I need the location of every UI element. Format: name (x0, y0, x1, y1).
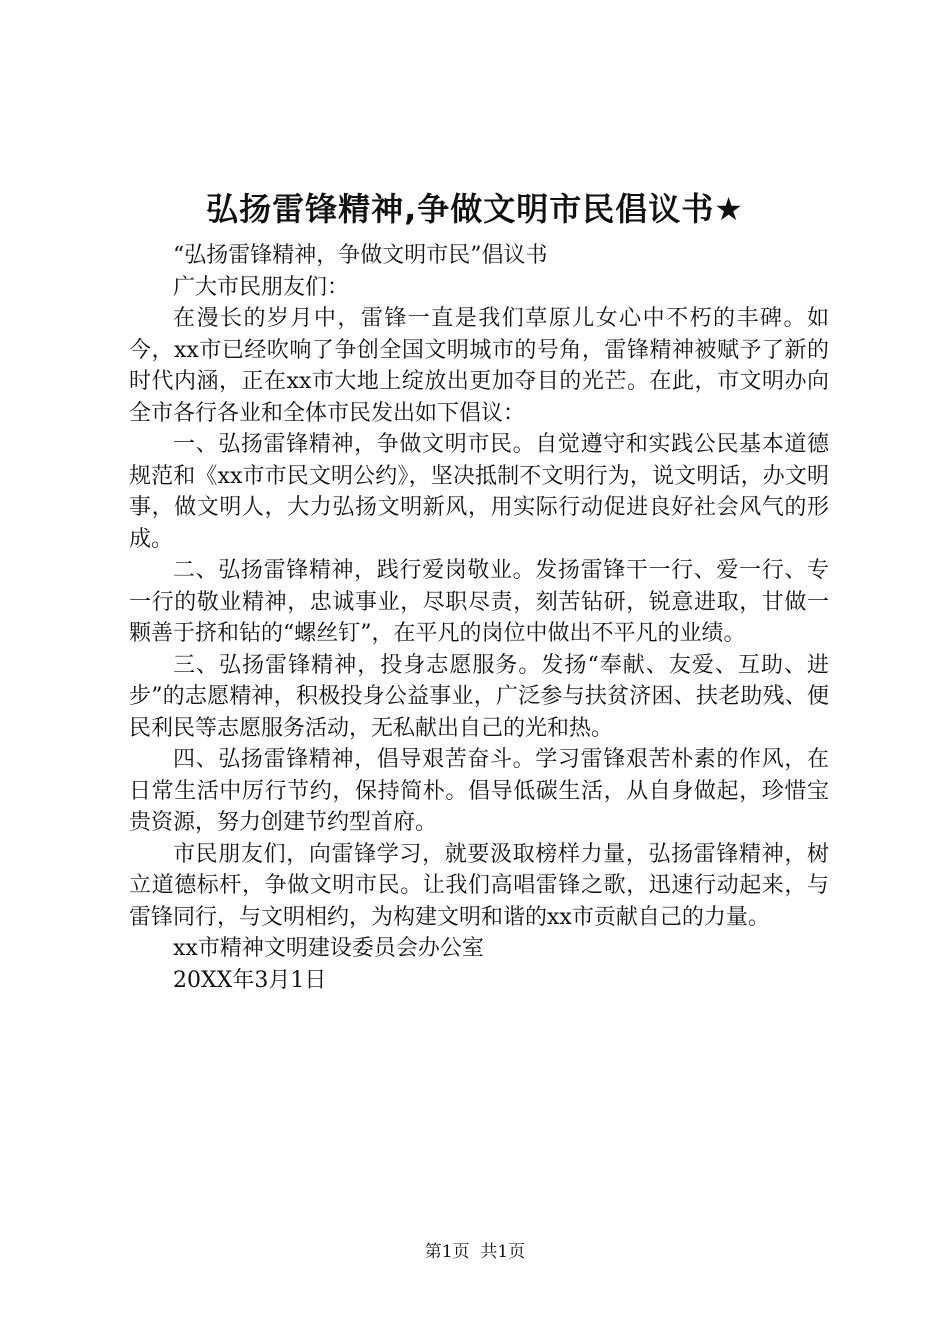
paragraph-closing: 市民朋友们，向雷锋学习，就要汲取榜样力量，弘扬雷锋精神，树立道德标杆，争做文明市民。让我们高唱雷锋之歌，迅速行动起来，与雷锋同行，与文明相约，为构建文明和谐的xx市贡献自己的力量。 (129, 841, 829, 930)
salutation: 广大市民朋友们： (173, 274, 350, 300)
paragraph-item-4: 四、弘扬雷锋精神，倡导艰苦奋斗。学习雷锋艰苦朴素的作风，在日常生活中厉行节约，保持简朴。倡导低碳生活，从自身做起，珍惜宝贵资源，努力创建节约型首府。 (129, 747, 829, 835)
document-subtitle: “弘扬雷锋精神，争做文明市民”倡议书 (173, 243, 548, 268)
document-body (129, 240, 829, 996)
document-date: 20XX年3月1日 (173, 967, 327, 993)
document-title: 弘扬雷锋精神,争做文明市民倡议书★ (206, 190, 744, 228)
page-number: 第1页 共1页 (424, 1242, 526, 1262)
page-footer (0, 1240, 950, 1264)
signature: xx市精神文明建设委员会办公室 (173, 936, 484, 961)
paragraph-item-1: 一、弘扬雷锋精神，争做文明市民。自觉遵守和实践公民基本道德规范和《xx市市民文明公约》，坚决抵制不文明行为，说文明话，办文明事，做文明人，大力弘扬文明新风，用实际行动促进良好社会风气的形成。 (129, 432, 829, 552)
paragraph-intro: 在漫长的岁月中，雷锋一直是我们草原儿女心中不朽的丰碑。如今，xx市已经吹响了争创全国文明城市的号角，雷锋精神被赋予了新的时代内涵，正在xx市大地上绽放出更加夺目的光芒。在此，市文明办向全市各行各业和全体市民发出如下倡议： (129, 306, 829, 426)
paragraph-item-2: 二、弘扬雷锋精神，践行爱岗敬业。发扬雷锋干一行、爱一行、专一行的敬业精神，忠诚事业，尽职尽责，刻苦钻研，锐意进取，甘做一颗善于挤和钻的“螺丝钉”，在平凡的岗位中做出不平凡的业绩。 (129, 558, 829, 646)
paragraph-item-3: 三、弘扬雷锋精神，投身志愿服务。发扬“奉献、友爱、互助、进步”的志愿精神，积极投身公益事业，广泛参与扶贫济困、扶老助残、便民利民等志愿服务活动，无私献出自己的光和热。 (129, 652, 829, 741)
